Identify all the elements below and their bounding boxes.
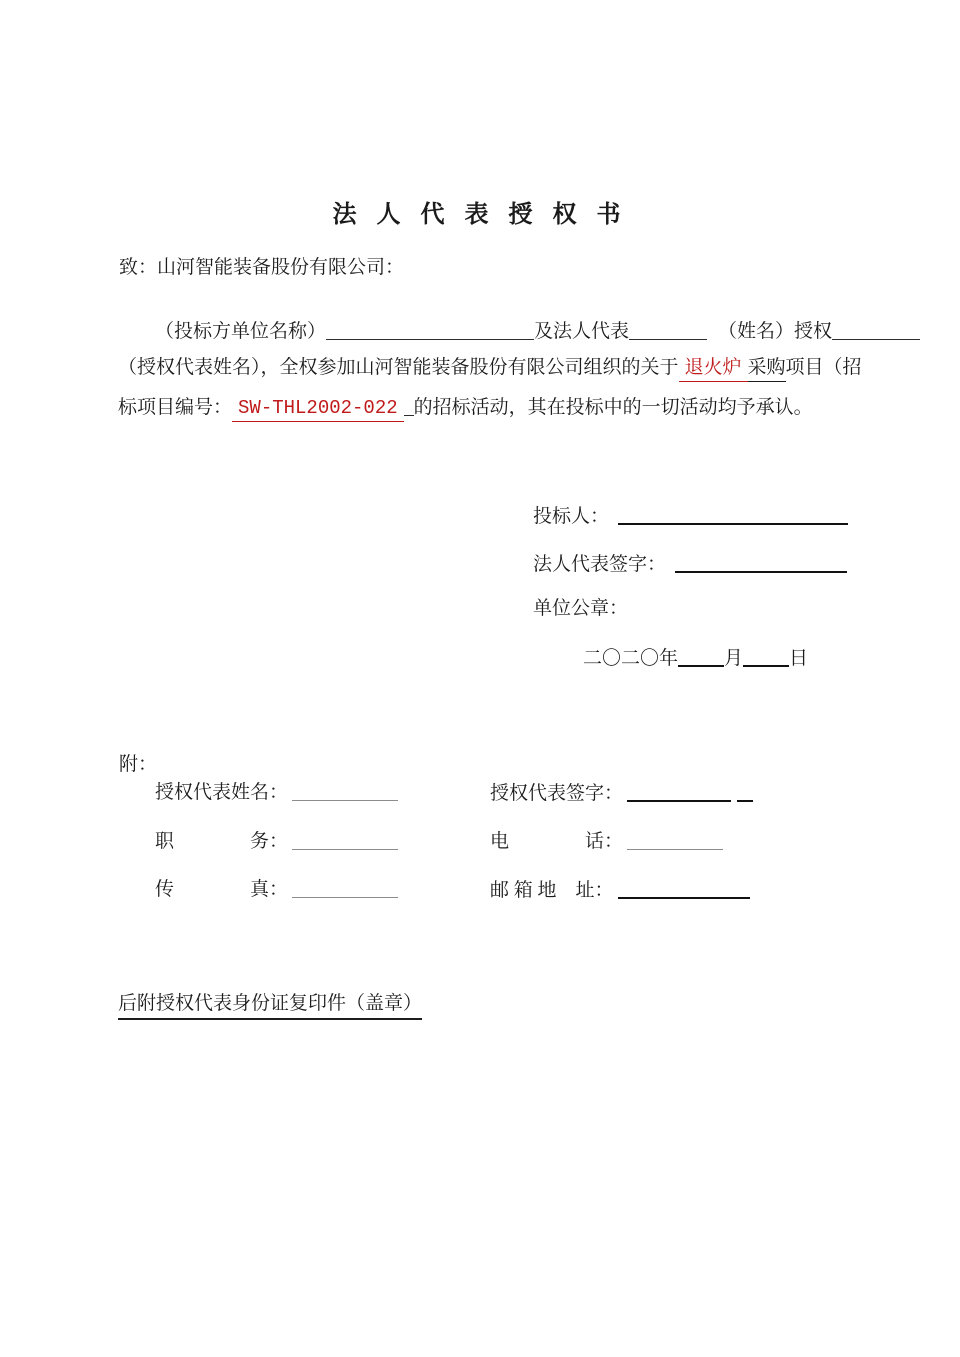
name-authorize-label: （姓名）授权	[718, 321, 833, 342]
authorized-rep-name-field	[155, 780, 398, 805]
procurement-underlined: 采购	[748, 357, 786, 382]
bidder-row	[533, 503, 848, 529]
authorized-rep-name-label: 授权代表姓名：	[155, 782, 289, 803]
email-address-field	[490, 877, 750, 903]
attachment-row-2	[0, 829, 960, 855]
bidder-company-name-label: （投标方单位名称）	[155, 321, 327, 342]
fax-field	[155, 877, 398, 902]
blank-phone-fill	[627, 829, 723, 850]
project-name-highlight: 退火炉	[679, 357, 748, 382]
document-title: 法 人 代 表 授 权 书	[332, 202, 628, 228]
blank-legal-rep-signature	[675, 551, 847, 573]
footer-row	[118, 993, 422, 1020]
id-copy-note: 后附授权代表身份证复印件（盖章）	[118, 993, 422, 1020]
blank-authorized-rep-name	[832, 319, 920, 340]
attachment-row-1	[0, 780, 960, 806]
legal-rep-label: 及法人代表	[534, 321, 630, 342]
blank-date-day	[743, 645, 789, 667]
body-line3-text-end: 的招标活动，其在投标中的一切活动均予承认。	[413, 397, 813, 418]
email-address-label: 邮 箱 地 址：	[490, 880, 614, 901]
legal-rep-signature-label: 法人代表签字：	[533, 554, 667, 575]
blank-bidder-signature	[618, 503, 848, 525]
position-field	[155, 829, 398, 854]
company-seal-row	[533, 598, 628, 621]
attachment-row-3	[0, 877, 960, 903]
authorized-rep-signature-label: 授权代表签字：	[490, 783, 624, 804]
body-line-2	[118, 357, 862, 382]
blank-authorized-rep-signature-fill	[627, 780, 731, 802]
date-day-label: 日	[789, 648, 809, 669]
company-seal-label: 单位公章：	[533, 598, 629, 619]
blank-email-address-fill	[618, 877, 750, 899]
blank-authorized-rep-signature-fill-2	[737, 780, 753, 802]
body-line2-text-end: 项目（招	[785, 357, 862, 378]
body-line-3	[118, 395, 813, 422]
blank-bidder-company-name	[326, 319, 534, 340]
salutation: 致：山河智能装备股份有限公司：	[119, 257, 405, 278]
attachment-heading: 附：	[119, 754, 158, 775]
blank-date-month	[678, 645, 724, 667]
bidder-label: 投标人：	[533, 506, 610, 527]
blank-fax-fill	[292, 877, 398, 898]
legal-rep-signature-row	[533, 551, 847, 577]
tender-project-code: SW-THL2002-022	[232, 397, 404, 422]
body-line2-text: （授权代表姓名），全权参加山河智能装备股份有限公司组织的关于	[118, 357, 679, 378]
date-month-label: 月	[724, 648, 744, 669]
fax-label: 传 真：	[155, 879, 289, 900]
blank-after-code	[404, 395, 414, 416]
blank-position-fill	[292, 829, 398, 850]
blank-authorized-rep-name-fill	[292, 780, 398, 801]
blank-legal-rep-name	[629, 319, 707, 340]
position-label: 职 务：	[155, 831, 289, 852]
phone-label: 电 话：	[490, 831, 624, 852]
tender-code-label: 标项目编号：	[118, 397, 233, 418]
authorized-rep-signature-field	[490, 780, 753, 806]
date-year-label: 二〇二〇年	[583, 648, 679, 669]
date-row	[583, 645, 808, 671]
phone-field	[490, 829, 723, 854]
body-line-1	[155, 319, 920, 344]
